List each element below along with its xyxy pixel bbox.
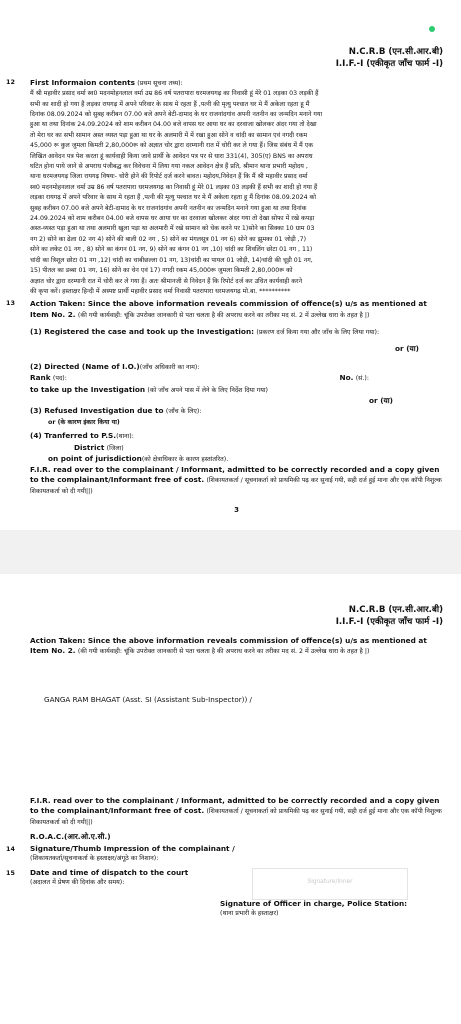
option-1 — [30, 327, 443, 338]
option-3: (3) Refused Investigation due to (जाँच के लिए): — [30, 405, 202, 415]
first-info-body — [30, 89, 443, 297]
signature-box: Signature/Inner — [252, 868, 408, 900]
action-taken-title-hi: (की गयी कार्यवाही: चूंकि उपरोक्त जानकारी से पता चलता है की अपराध करने का तरीका मद सं. 2 में उल्लेख धारा के तहत है |) — [77, 311, 370, 319]
roac: R.O.A.C.(आर.ओ.ए.सी.) — [30, 831, 111, 841]
header-ncrb: N.C.R.B (एन.सी.आर.बी) — [348, 47, 443, 57]
investigation-line: to take up the Investigation (को जाँच अपने पास में लेने के लिए निर्देश दिया गया) — [30, 384, 268, 394]
form-page-4 — [0, 574, 461, 919]
body-line: 15) पीतल का डब्बा 01 नग, 16) सोने का चेन एवं 17) नगदी रकम 45,000रू जुमला किमती 2,80,000रू को — [30, 267, 293, 275]
first-information-section — [6, 78, 443, 297]
action-taken-title: Action Taken: Since the above information reveals commission of offence(s) u/s as mentioned at Item No. 2. — [30, 299, 427, 319]
district-line: District (जिला) — [74, 442, 124, 452]
body-line: अज्ञात चोर द्वारा दरम्यानी रात में चोरी कर ले गया हैं। अतः श्रीमानजी से निवेदन हैं कि रिपोर्ट दर्ज कर उचित कार्यवाही करने — [30, 277, 303, 285]
form-header-2 — [30, 604, 443, 628]
status-dot-icon — [429, 26, 435, 32]
jurisdiction-line: on point of jurisdiction(को क्षेत्राधिकार के कारण हस्तांतरित). — [48, 453, 229, 463]
body-line: दिनांक 08.09.2024 को सुबह करीबन 07.00 बजे अपने बेटी-दामाद के घर राजनांदगांव अपनी नतनीन का जन्मदिन मनाने गया — [30, 111, 323, 119]
dispatch-section: 15 Date and time of dispatch to the court (अदालत में प्रेषण की दिनांक और समय): Signature/Inner — [30, 868, 443, 888]
item-number-12: 12 — [6, 78, 15, 86]
form-header — [30, 46, 443, 70]
body-line: स्व0 मदनमोहनलाल वर्मा उम्र 86 वर्ष पतरापारा धरमजयगढ़ का निवासी हूं मेरे 01 लड़का 03 लड़की हैं सभी का शादी हो गया हैं — [30, 183, 318, 191]
body-line: लिखित आवेदन पत्र पेश करता हूं कार्यवाही किया जावे प्रार्थी के आवेदन पत्र पर से धारा 331(4), 305(ए) BNS का अपराध — [30, 152, 313, 160]
officer-signature: Signature of Officer in charge, Police Station: (थाना प्रभारी के हस्ताक्षर) — [220, 898, 408, 917]
page-number: 3 — [234, 505, 239, 514]
option-2-hi: (जाँच अधिकारी का नाम): — [139, 364, 200, 372]
option-4: (4) Tranferred to P.S.(थाना): — [30, 431, 134, 441]
body-line: 45,000 रू कुल जुमला किमती 2,80,000रू को अज्ञात चोर द्वारा दरम्यानी रात में चोरी कर ले गया हैं। जिस संबंध में मैं एक — [30, 142, 314, 150]
first-info-title: First Informaion contents — [30, 78, 135, 87]
body-line: 24.09.2024 को शाम करीबन 04.00 बजे वापस घर आया घर का दरवाजा खोलकर अंदर गया तो देखा सोफा में रखे कपड़ा — [30, 215, 315, 223]
item-number-14: 14 — [6, 844, 15, 853]
first-info-title-hi: (प्रथम सूचना तथ्य): — [137, 80, 183, 87]
rank-label: Rank — [30, 373, 51, 383]
body-line: सभी का शादी हो गया हैं लड़का रायगढ़ में अपने परिवार के साथ मे रहता हैं ,पत्नी की मृत्यु पश्चात घर मे मैं अकेला रहता हू मैं — [30, 100, 310, 108]
body-line: सुबह करीबन 07.00 बजे अपने बेटी-दामाद के घर राजनांदगांव अपनी नतनीन का जन्मदिन मनाने गया हुआ था तथा दिनांक — [30, 204, 307, 212]
or-3: or (के कारण इंकार किया या) — [48, 419, 120, 427]
item-number-15: 15 — [6, 869, 15, 878]
option-1-hi: (प्रकरण दर्ज किया गया और जाँच के लिए लिया गया): — [256, 328, 380, 336]
header-ncrb: N.C.R.B (एन.सी.आर.बी) — [348, 604, 443, 615]
action-taken-2: Action Taken: Since the above information reveals commission of offence(s) u/s as mentioned at Item No. 2. (की गयी कार्यवाही: चूंकि उपरोक्त जानकारी से पता चलता है की अपराध करने का तरीका मद सं. 2 में उल्लेख धारा के तहत है |) — [30, 635, 427, 655]
fir-read-over-2: F.I.R. read over to the complainant / Informant, admitted to be correctly recorded and a copy given to the complainant/Informant free of cost. (शिकायतकर्ता / सूचनाकर्ता को प्राथमिकी पढ़ कर सुनाई गयी, सही दर्ज हुई माना और एक कॉपी निशुल्क शिकायतकर्ता को दी गयी||) — [30, 795, 442, 827]
header-iif: I.I.F.-I (एकीकृत जाँच फार्म -I) — [335, 59, 443, 69]
body-line: हुआ था तथा दिनांक 24.09.2024 को शाम करीबन 04.00 बजे वापस घर आया घर का दरवाजा खोलकर अंदर गया तो देखा — [30, 121, 317, 129]
or-2: or (या) — [369, 395, 393, 405]
body-line: की कृपा करें। हस्ताक्षर हिन्दी में अस्पष्ट प्रार्थी महावीर प्रसाद वर्मा निवासी पतरापारा धरमजयगढ़ मो.बा. ********** — [30, 287, 291, 295]
option-2-label: (2) Directed (Name of I.O.) — [30, 362, 140, 372]
body-line: लड़का रायगढ़ में अपने परिवार के साथ मे रहता हैं ,पत्नी की मृत्यु पश्चात घर मे मैं अकेला रहता हू मैं दिनांक 08.09.2024 को — [30, 194, 316, 202]
body-line: घटित होना पाये जाने से अपराध पंजीबद्ध कर विवेचना में लिया गया नकल आवेदन क्षेत्र हैं प्रति, श्रीमान थाना प्रभारी महोदय , — [30, 163, 308, 171]
page-separator — [0, 530, 461, 574]
complainant-signature: 14 Signature/Thumb Impression of the complainant / (शिकायतकर्ता/सूचनाकर्ता के हस्ताक्षर/अंगूठे का निशान): — [6, 843, 235, 862]
no-label: No. — [339, 373, 354, 383]
option-2 — [30, 362, 443, 373]
form-page-3 — [0, 46, 461, 514]
blank-area — [30, 704, 443, 796]
option-1-label: (1) Registered the case and took up the Investigation: — [30, 326, 255, 336]
header-iif: I.I.F.-I (एकीकृत जाँच फार्म -I) — [335, 616, 443, 627]
action-taken-section — [6, 299, 443, 497]
fir-read-over: F.I.R. read over to the complainant / Informant, admitted to be correctly recorded and a copy given to the complainant/Informant free of cost. (शिकायतकर्ता / सूचनाकर्ता को प्राथमिकी पढ़ कर सुनाई गयी, सही दर्ज हुई माना और एक कॉपी निशुल्क शिकायतकर्ता को दी गयी||) — [30, 464, 442, 496]
or-1: or (या) — [395, 343, 419, 353]
body-line: मैं श्री महावीर प्रसाद वर्मा स्व0 मदनमोहनलाल वर्मा उम्र 86 वर्ष पतरापारा धरमजयगढ़ का निवासी हूं मेरे 01 लड़का 03 लड़की हैं — [30, 90, 319, 98]
body-line: अस्त-व्यस्त पड़ा हुआ था तथा अलमारी खुला पड़ा था अलमारी में रखे सामान को चेक करने पर 1)सोने का सिक्का 10 ग्राम 03 — [30, 225, 315, 233]
rank-no-row: Rank (पद): No. (सं.): — [30, 373, 369, 383]
item-number-13: 13 — [6, 299, 15, 308]
body-line: नग 2) सोने का ढेला 02 नग 4) सोने की बाली 02 नग , 5) सोने का मंगलसूत्र 01 नग 6) सोने का झुमका 01 जोड़ी ,7) — [30, 235, 307, 243]
body-line: थाना धरमजयगढ़ जिला रायगढ़ विषयः- चोरी होने की रिपोर्ट दर्ज करने बावत। महोदय,निवेदन हैं कि मैं श्री महावीर प्रसाद वर्मा — [30, 173, 308, 181]
top-strip — [0, 0, 461, 46]
body-line: चांदी का त्रिशूल छोटा 01 नग ,12) चांदी का चाबीछल्ला 01 नग, 13)चांदी का पायल 01 जोड़ी, 14)चांदी की चूड़ी 01 नग, — [30, 256, 313, 264]
body-line: तो मेरा घर का सभी सामान अस्त व्यस्त पड़ा हुआ था घर के अलमारी में में रखा हुआ सोने व चांदी का सामान एवं नगदी रकम — [30, 131, 308, 139]
officer-name: GANGA RAM BHAGAT (Asst. SI (Assistant Sub-Inspector)) / — [44, 694, 252, 704]
body-line: सोने का लकेट 01 नग , 8) सोने का कंगन 01 नग, 9) सोने का कंगन 01 नग ,10) चांदी का शिवलिंग छोटा 01 नग , 11) — [30, 246, 313, 254]
